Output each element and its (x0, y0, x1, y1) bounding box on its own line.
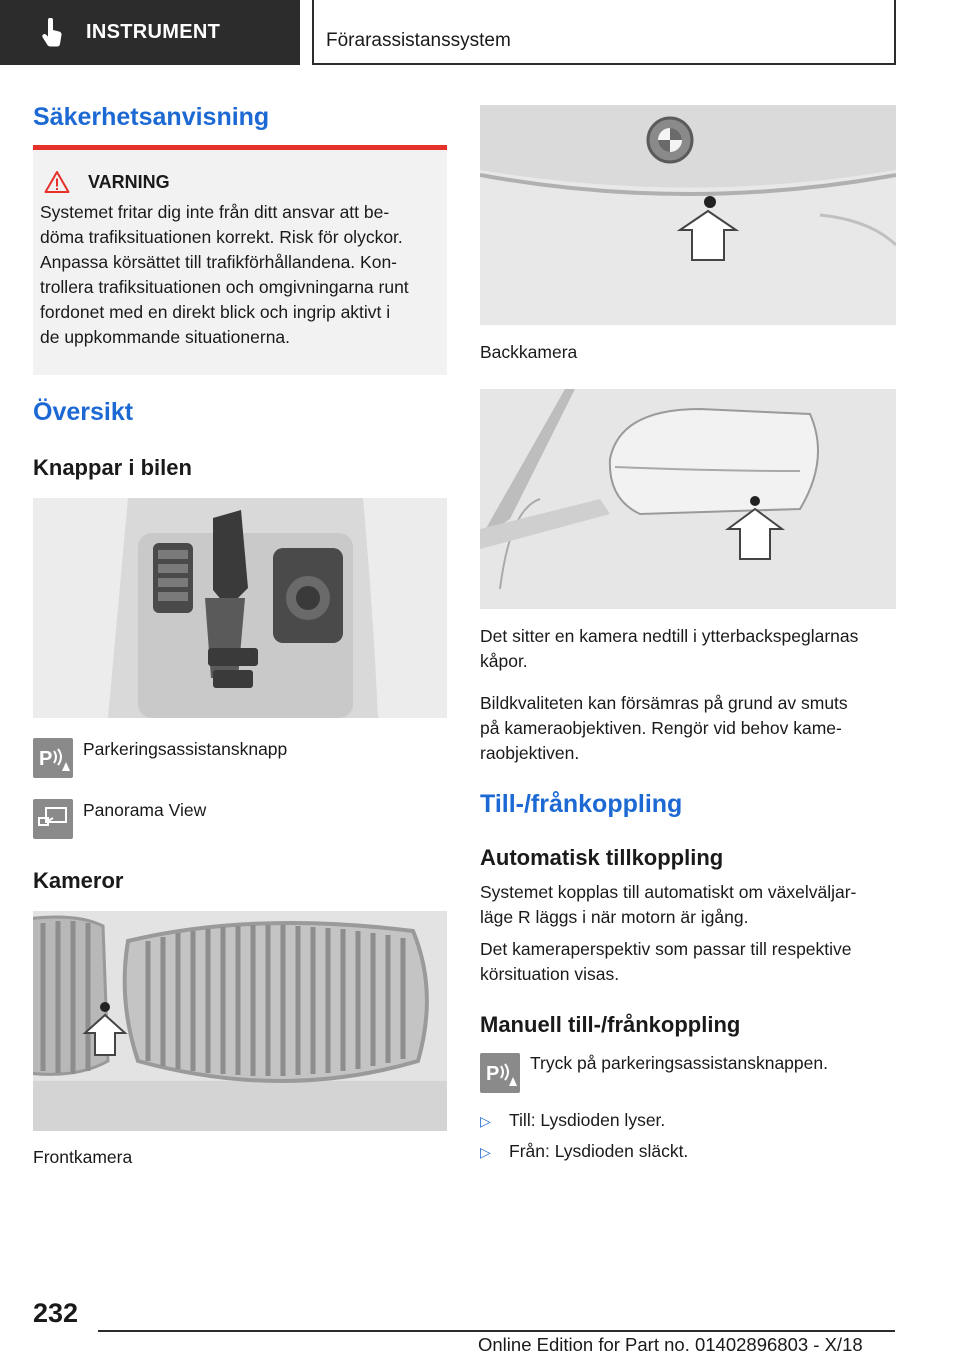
overview-heading: Översikt (33, 398, 134, 426)
text-line: Systemet kopplas till automatiskt om växelväljar- (480, 882, 857, 902)
parking-assist-icon (480, 1053, 520, 1093)
list-item (33, 799, 206, 839)
list-item (33, 738, 287, 778)
bullet-text: Från: Lysdioden släckt. (509, 1141, 689, 1161)
mirror-paragraph (480, 624, 858, 674)
button-label: Panorama View (83, 800, 207, 820)
bullet-text: Till: Lysdioden lyser. (509, 1110, 666, 1130)
page-number: 232 (33, 1298, 79, 1328)
text-line: Det kameraperspektiv som passar till respektive (480, 939, 852, 959)
warning-line: döma trafiksituationen korrekt. Risk för olyckor. (40, 227, 403, 247)
text-line: körsituation visas. (480, 964, 620, 984)
list-item (480, 1110, 665, 1131)
auto-paragraph (480, 880, 856, 930)
chapter-tab[interactable] (0, 0, 300, 65)
parking-assist-icon (33, 738, 73, 778)
warning-line: de uppkommande situationerna. (40, 327, 291, 347)
text-line: Det sitter en kamera nedtill i ytterbackspeglarnas (480, 626, 859, 646)
warning-title (44, 170, 439, 194)
text-line: läge R läggs i när motorn är igång. (480, 907, 749, 927)
manual-heading: Manuell till-/frånkoppling (480, 1012, 741, 1037)
cameras-heading: Kameror (33, 868, 124, 893)
front-camera-caption: Frontkamera (33, 1147, 133, 1167)
edition-text: Online Edition for Part no. 01402896803 - X/18 (478, 1334, 863, 1355)
safety-heading: Säkerhetsanvisning (33, 103, 270, 131)
side-mirror-image (480, 389, 896, 609)
text-line: kåpor. (480, 651, 528, 671)
text-line: Bildkvaliteten kan försämras på grund av smuts (480, 693, 848, 713)
warning-line: fordonet med en direkt blick och ingrip aktivt i (40, 302, 391, 322)
warning-line: Anpassa körsättet till trafikförhållandena. Kon- (40, 252, 397, 272)
breadcrumb-label: Förarassistanssystem (326, 30, 511, 51)
front-camera-image (33, 911, 447, 1131)
manual-instruction (480, 1053, 828, 1093)
buttons-heading: Knappar i bilen (33, 455, 192, 480)
button-label: Parkeringsassistansknapp (83, 739, 288, 759)
text-line: raobjektiven. (480, 743, 580, 763)
panorama-view-icon (33, 799, 73, 839)
rear-camera-caption: Backkamera (480, 342, 578, 362)
triangle-bullet-icon: ▷ (480, 1113, 491, 1129)
svg-text:P: P (39, 748, 53, 770)
perspective-paragraph (480, 937, 852, 987)
list-item (480, 1141, 688, 1162)
warning-triangle-icon (44, 170, 70, 194)
chapter-label: INSTRUMENT (86, 21, 221, 43)
quality-paragraph (480, 691, 848, 766)
footer-divider (98, 1330, 895, 1332)
breadcrumb (312, 0, 896, 65)
warning-box (33, 150, 447, 375)
triangle-bullet-icon: ▷ (480, 1144, 491, 1160)
text-line: på kameraobjektiven. Rengör vid behov kame- (480, 718, 842, 738)
auto-heading: Automatisk tillkoppling (480, 845, 724, 870)
onoff-heading: Till-/frånkoppling (480, 790, 683, 818)
svg-text:P: P (486, 1063, 500, 1085)
warning-line: Systemet fritar dig inte från ditt ansvar att be- (40, 202, 390, 222)
rear-camera-image (480, 105, 896, 325)
instruction-text: Tryck på parkeringsassistansknappen. (530, 1053, 828, 1073)
warning-label: VARNING (88, 171, 170, 192)
center-console-image (33, 498, 447, 718)
warning-line: trollera trafiksituationen och omgivningarna runt (40, 277, 409, 297)
warning-text (40, 200, 439, 350)
hand-pointer-icon (40, 18, 66, 48)
